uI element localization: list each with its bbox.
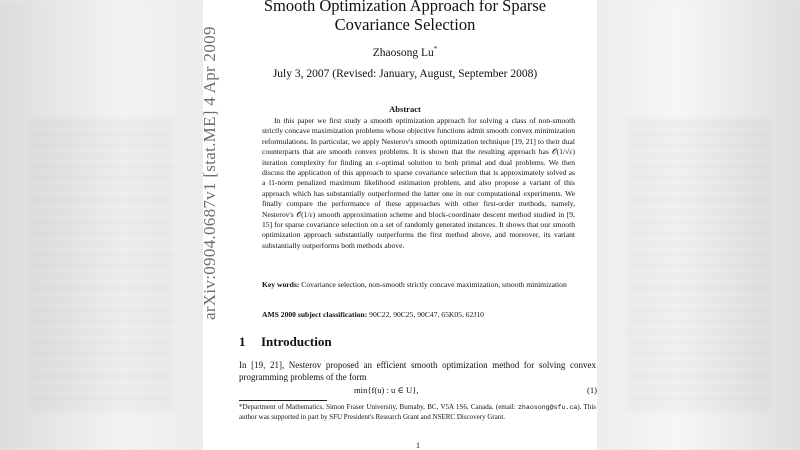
author [240,45,570,59]
equation-number: (1) [586,385,597,395]
intro-paragraph: In [19, 21], Nesterov proposed an efficient smooth optimization method for solving convex programming problems of the form [239,360,596,382]
footnote-rule [239,400,327,401]
abstract [262,116,575,251]
section-number: 1 [239,334,246,349]
author-name: Zhaosong Lu [372,46,434,59]
arxiv-stamp-text: arXiv:0904.0687v1 [stat.ME] 4 Apr 2009 [200,26,219,320]
ams-classification [262,310,575,320]
arxiv-stamp [198,26,219,322]
abstract-heading: Abstract [389,104,421,114]
date: July 3, 2007 (Revised: January, August, September 2008) [272,68,538,80]
blurred-background-right [597,0,800,450]
footnote [239,403,596,423]
keywords-text: Covariance selection, non-smooth strictly concave maximization, smooth minimization [301,280,567,289]
section-title: Introduction [261,334,332,349]
footnote-affiliation: *Department of Mathematics, Simon Fraser University, Burnaby, BC, V5A 1S6, Canada. (email: [239,403,516,411]
equation-expression: min{f(u) : u ∈ U}, [354,385,419,395]
abstract-text: In this paper we first study a smooth optimization approach for solving a class of non-smooth strictly concave maximization problems whose objective functions admit smooth convex minimization reformulations. In particular, we apply Nesterov's smooth optimization technique [19, 21] to their dual counterparts that are smooth convex problems. It is shown that the resulting approach has 𝒪(1/√ε) iteration complexity for finding an ε-optimal solution to both primal and dual problems. We then discuss the application of this approach to sparse covariance selection that is approximately solved as a l1-norm penalized maximum likelihood estimation problem, and also propose a variant of this approach which has substantially outperformed the latter one in our computational experiments. We finally compare the performance of these approaches with other first-order methods, namely, Nesterov's 𝒪(1/ε) smooth approximation scheme and block-coordinate descent method studied in [9, 15] for sparse covariance selection on a set of randomly generated instances. It shows that our smooth optimization approach substantially outperforms the first method above, and moreover, its variant substantially outperforms both methods above. [262,116,575,250]
author-footnote-mark: * [433,45,438,53]
ams-codes: 90C22, 90C25, 90C47, 65K05, 62J10 [369,310,484,319]
keywords [262,280,575,290]
section-heading [239,334,332,350]
ams-label: AMS 2000 subject classification: [262,310,368,319]
paper-title: Smooth Optimization Approach for Sparse Covariance Selection [263,0,547,34]
blurred-background-left [0,0,203,450]
keywords-label: Key words: [262,280,300,289]
page-number: 1 [416,441,420,450]
footnote-email: zhaosong@sfu.ca [517,404,578,411]
footnote-funding: ). This author was supported in part by SFU President's Research Grant and NSERC Discovery Grant. [239,403,596,421]
